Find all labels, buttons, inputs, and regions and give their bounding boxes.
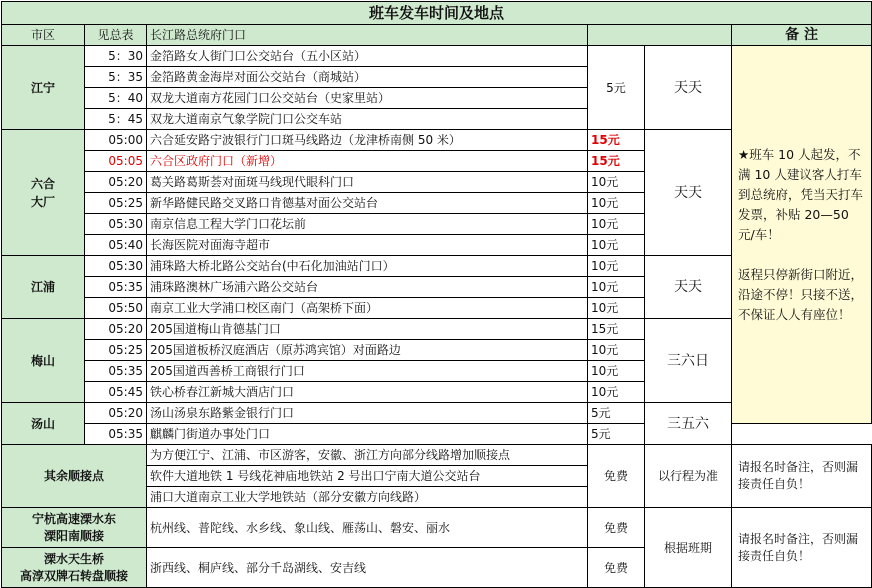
district-luhe	[2, 130, 85, 256]
pickup-location: 铁心桥春江新城大酒店门口	[147, 382, 588, 403]
price-others: 免费	[588, 445, 645, 508]
pickup-location: 金箔路黄金海岸对面公交站台（商城站）	[147, 67, 588, 88]
district-jiangpu: 江浦	[2, 256, 85, 319]
header-district: 市区	[2, 25, 85, 46]
price: 5元	[588, 424, 645, 445]
price: 10元	[588, 214, 645, 235]
pickup-location: 六合延安路宁波银行门口斑马线路边（龙津桥南侧 50 米）	[147, 130, 588, 151]
departure-time: 05:45	[85, 382, 147, 403]
price: 5元	[588, 403, 645, 424]
pickup-location: 汤山汤泉东路紫金银行门口	[147, 403, 588, 424]
departure-time: 05:30	[85, 256, 147, 277]
price-jiangning: 5元	[588, 46, 645, 130]
departure-time: 5：35	[85, 67, 147, 88]
price: 10元	[588, 193, 645, 214]
header-location: 长江路总统府门口	[147, 25, 588, 46]
departure-time: 05:20	[85, 172, 147, 193]
pickup-location: 浦珠路大桥北路公交站台(中石化加油站门口）	[147, 256, 588, 277]
pickup-location: 葛关路葛斯荟对面斑马线现代眼科门口	[147, 172, 588, 193]
price: 15元	[588, 151, 645, 172]
departure-time: 5：45	[85, 109, 147, 130]
pickup-location: 长海医院对面海寺超市	[147, 235, 588, 256]
connection-line: 软件大道地铁 1 号线花神庙地铁站 2 号出口宁南大道公交站台	[147, 466, 588, 487]
pickup-location: 双龙大道南方花园门口公交站台（史家里站）	[147, 88, 588, 109]
pickup-location: 金箔路女人街门口公交站台（五小区站）	[147, 46, 588, 67]
pickup-location: 双龙大道南京气象学院门口公交车站	[147, 109, 588, 130]
price: 10元	[588, 382, 645, 403]
pickup-location: 麒麟门街道办事处门口	[147, 424, 588, 445]
days-others: 以行程为准	[645, 445, 732, 508]
price: 10元	[588, 256, 645, 277]
days-luhe: 天天	[645, 130, 732, 256]
price: 10元	[588, 277, 645, 298]
departure-time: 05:50	[85, 298, 147, 319]
pickup-location: 新华路健民路交叉路口肯德基对面公交站台	[147, 193, 588, 214]
pickup-location: 六合区政府门口（新增）	[147, 151, 588, 172]
departure-time: 05:35	[85, 361, 147, 382]
district-lishui-label: 溧水天生桥 高淳双牌石转盘顺接	[19, 551, 128, 583]
days-jiangpu: 天天	[645, 256, 732, 319]
price-ninghang: 免费	[588, 508, 645, 548]
header-remarks: 备 注	[732, 25, 872, 46]
days-tangshan: 三五六	[645, 403, 732, 445]
departure-time: 05:35	[85, 277, 147, 298]
sheet-title: 班车发车时间及地点	[2, 2, 872, 25]
price: 10元	[588, 298, 645, 319]
departure-time: 05:30	[85, 214, 147, 235]
district-ninghang-label: 宁杭高速溧水东 溧阳南顺接	[31, 511, 116, 543]
remark-text: ★班车 10 人起发，不满 10 人建议客人打车到总统府，凭当天打车发票，补贴 20—50 元/车！ 返程只停新街口附近，沿途不停！只接不送，不保证人人有座位！	[738, 146, 864, 322]
departure-time: 05:35	[85, 424, 147, 445]
pickup-location: 南京工业大学浦口校区南门（高架桥下面）	[147, 298, 588, 319]
district-meishan: 梅山	[2, 319, 85, 403]
pickup-location: 南京信息工程大学门口花坛前	[147, 214, 588, 235]
note-others: 请报名时备注，否则漏接责任自负！	[732, 445, 872, 508]
price: 15元	[588, 130, 645, 151]
pickup-location: 205国道板桥汉庭酒店（原苏鸿宾馆）对面路边	[147, 340, 588, 361]
price: 10元	[588, 340, 645, 361]
departure-time: 05:20	[85, 403, 147, 424]
pickup-location: 205国道西善桥工商银行门口	[147, 361, 588, 382]
pickup-location: 浦珠路澳林广场浦六路公交站台	[147, 277, 588, 298]
connection-line: 浦口大道南京工业大学地铁站（部分安徽方向线路）	[147, 487, 588, 508]
district-luhe-label: 六合 大厂	[30, 176, 55, 209]
days-meishan: 三六日	[645, 319, 732, 403]
price: 10元	[588, 361, 645, 382]
connection-lines: 杭州线、普陀线、水乡线、象山线、雁荡山、磐安、丽水	[147, 508, 588, 548]
connection-lines: 浙西线、桐庐线、部分千岛湖线、安吉线	[147, 548, 588, 588]
departure-time: 05:20	[85, 319, 147, 340]
departure-time: 05:25	[85, 340, 147, 361]
days-shared: 根据班期	[645, 508, 732, 588]
departure-time: 05:00	[85, 130, 147, 151]
departure-time: 5：30	[85, 46, 147, 67]
district-tangshan: 汤山	[2, 403, 85, 445]
district-others: 其余顺接点	[2, 445, 147, 508]
remark-note	[732, 46, 872, 424]
district-jiangning: 江宁	[2, 46, 85, 130]
pickup-location: 205国道梅山肯德基门口	[147, 319, 588, 340]
price: 10元	[588, 235, 645, 256]
days-jiangning: 天天	[645, 46, 732, 130]
departure-time: 05:25	[85, 193, 147, 214]
district-ninghang	[2, 508, 147, 548]
note-shared: 请报名时备注，否则漏接责任自负！	[732, 508, 872, 588]
connection-line: 为方便江宁、江浦、市区游客，安徽、浙江方向部分线路增加顺接点	[147, 445, 588, 466]
departure-time: 5：40	[85, 88, 147, 109]
header-blank	[588, 25, 732, 46]
price: 10元	[588, 172, 645, 193]
departure-time: 05:40	[85, 235, 147, 256]
header-timetable: 见总表	[85, 25, 147, 46]
price-lishui: 免费	[588, 548, 645, 588]
price: 15元	[588, 319, 645, 340]
schedule-table	[1, 1, 872, 588]
departure-time: 05:05	[85, 151, 147, 172]
